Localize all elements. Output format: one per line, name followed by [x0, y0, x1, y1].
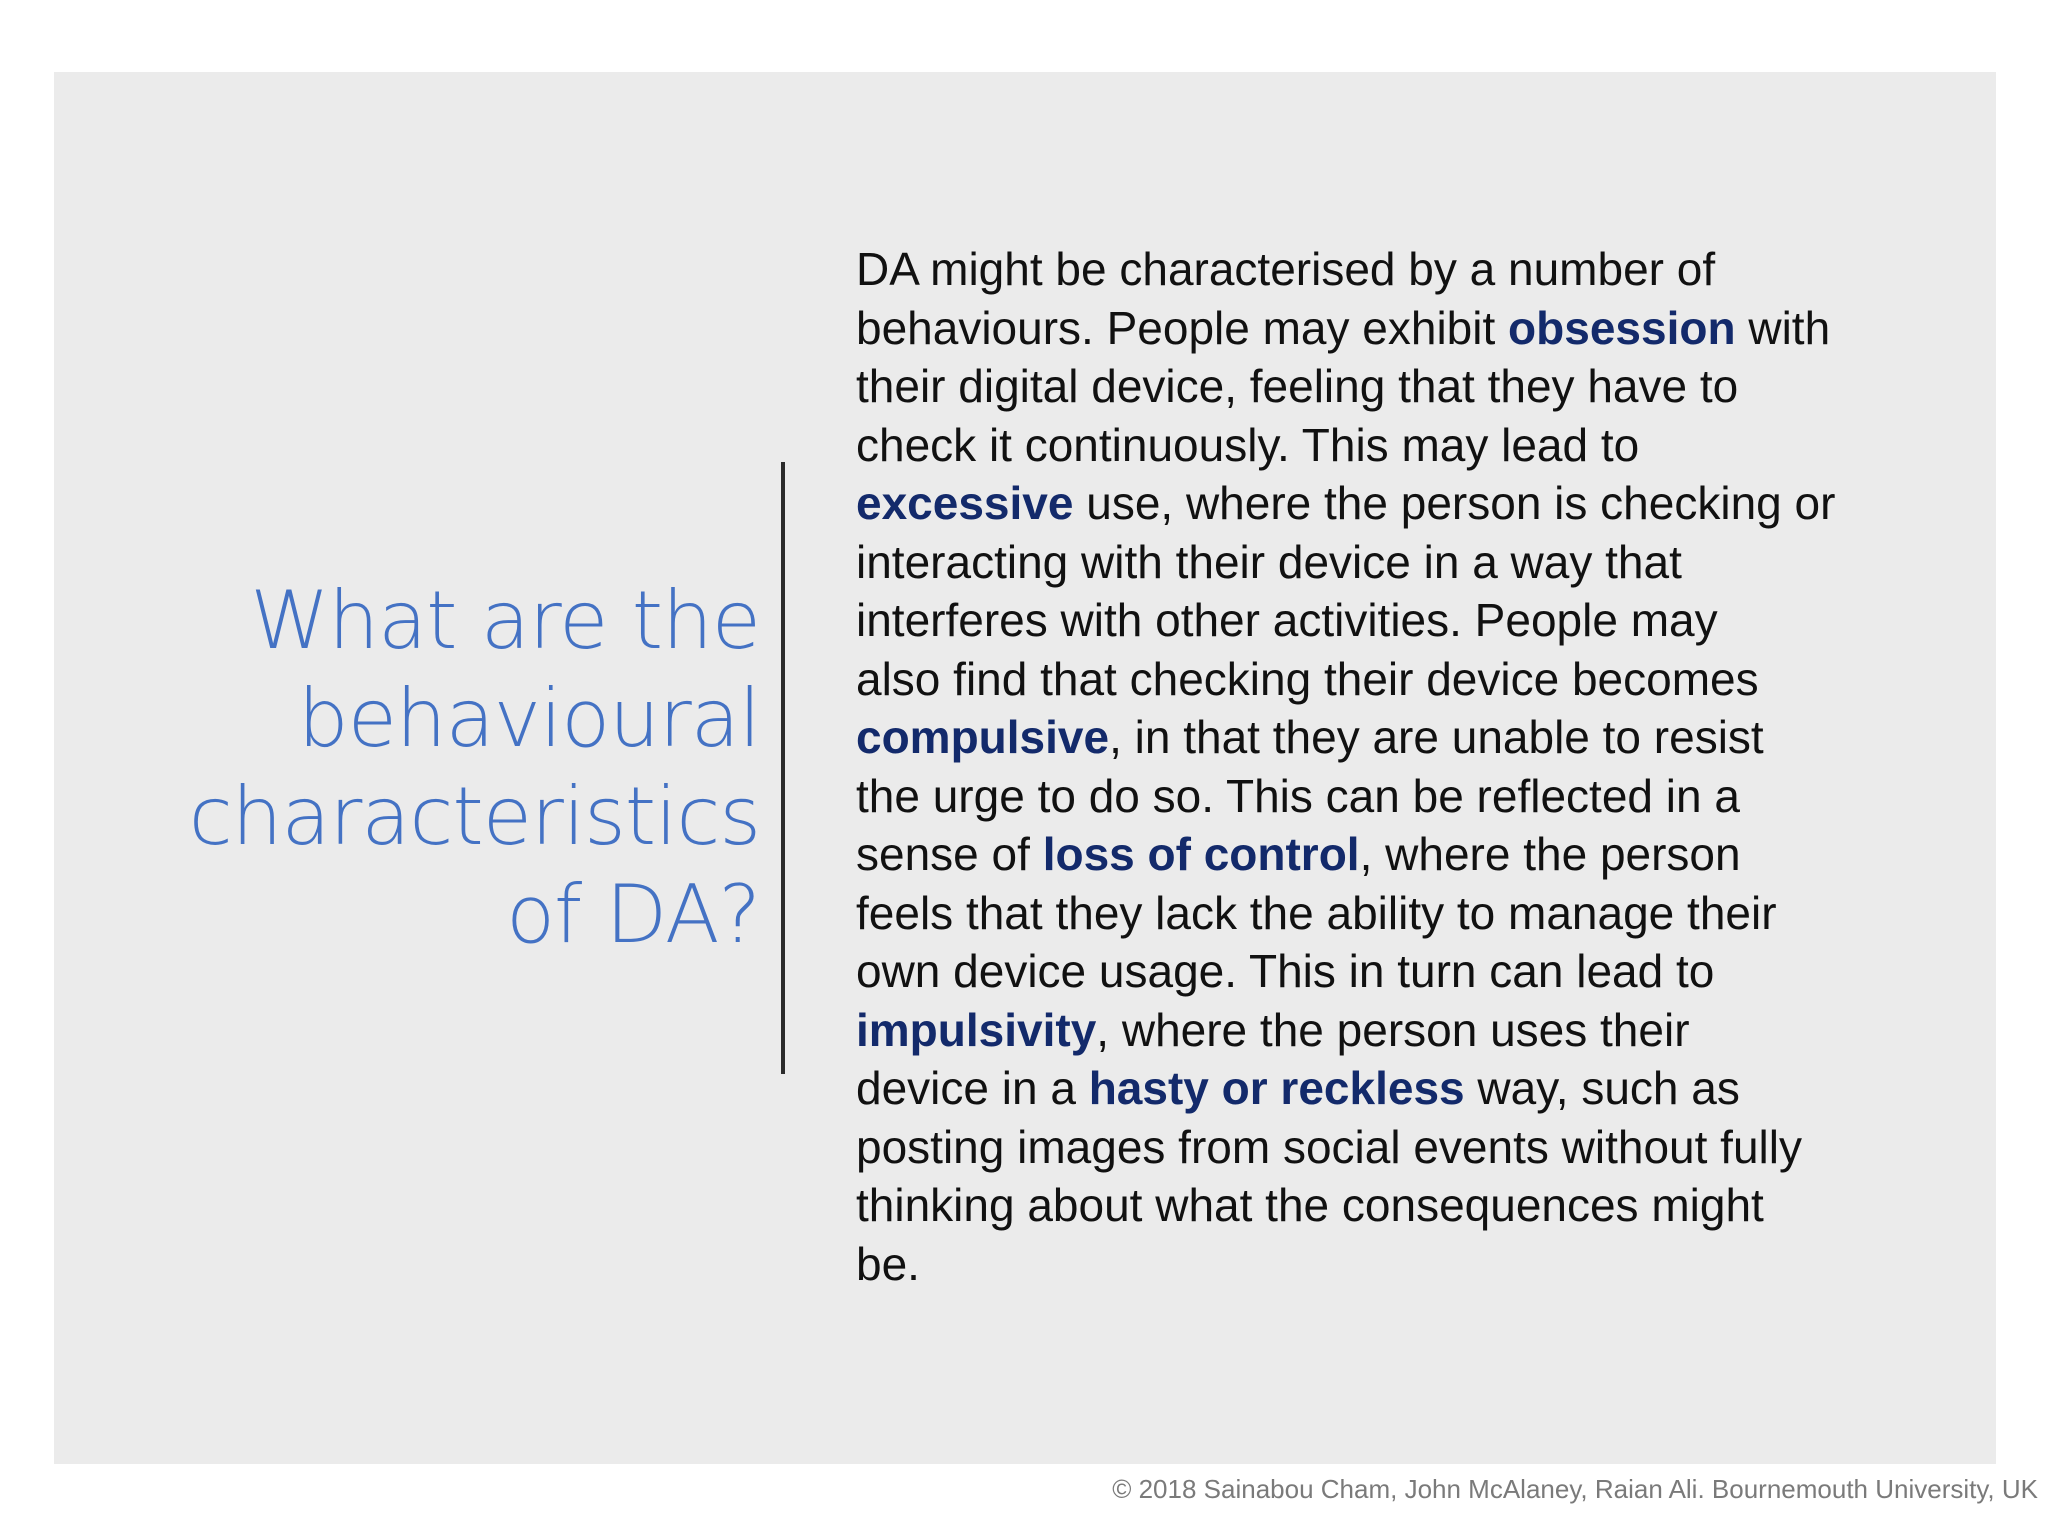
body-line: [856, 650, 1976, 709]
body-line: [856, 240, 1976, 299]
body-text-segment: their digital device, feeling that they have to: [856, 360, 1739, 412]
body-paragraph: [856, 240, 1976, 1293]
body-text-segment: own device usage. This in turn can lead to: [856, 945, 1715, 997]
body-line: [856, 1118, 1976, 1177]
body-text-segment: also find that checking their device becomes: [856, 652, 1759, 705]
keyword-obsession: obsession: [1508, 301, 1736, 354]
body-text-segment: posting images from social events without fully: [856, 1120, 1802, 1173]
body-text-segment: way, such as: [1464, 1062, 1740, 1114]
copyright-footer: © 2018 Sainabou Cham, John McAlaney, Raian Ali. Bournemouth University, UK: [1112, 1474, 2038, 1504]
body-line: [856, 357, 1976, 416]
body-line: [856, 942, 1976, 1001]
body-line: [856, 884, 1976, 943]
title-line: of DA?: [506, 868, 760, 961]
keyword-loss-of-control: loss of control: [1042, 828, 1360, 880]
body-text-segment: sense of: [856, 828, 1043, 880]
keyword-compulsive: compulsive: [856, 711, 1110, 763]
body-line: [856, 416, 1976, 475]
body-line: [856, 474, 1976, 533]
title-line: behavioural: [297, 672, 760, 765]
keyword-excessive: excessive: [856, 477, 1074, 529]
body-text-segment: check it continuously. This may lead to: [856, 418, 1640, 471]
body-line: [856, 1001, 1976, 1060]
body-text-segment: feels that they lack the ability to manage their: [856, 886, 1777, 939]
body-text-segment: thinking about what the consequences might: [856, 1179, 1764, 1231]
body-line: [856, 533, 1976, 592]
vertical-divider: [781, 462, 785, 1074]
body-line: [856, 708, 1976, 767]
body-line: [856, 299, 1976, 358]
keyword-hasty-or-reckless: hasty or reckless: [1088, 1062, 1465, 1114]
body-line: [856, 825, 1976, 884]
body-text-segment: use, where the person is checking or: [1073, 477, 1836, 529]
body-text-segment: interacting with their device in a way that: [856, 535, 1682, 588]
body-text-segment: , in that they are unable to resist: [1109, 711, 1764, 763]
title-line: characteristics: [188, 770, 760, 863]
body-text-segment: , where the person: [1359, 828, 1741, 880]
body-text-segment: interferes with other activities. People may: [856, 594, 1718, 646]
slide: [54, 72, 1996, 1464]
body-line: [856, 1059, 1976, 1118]
body-line: [856, 1176, 1976, 1235]
body-text-segment: DA might be characterised by a number of: [856, 243, 1716, 295]
body-text-segment: with: [1735, 301, 1831, 354]
body-line: [856, 1235, 1976, 1294]
body-text-segment: , where the person uses their: [1096, 1003, 1690, 1056]
keyword-impulsivity: impulsivity: [856, 1003, 1097, 1056]
body-line: [856, 591, 1976, 650]
body-text-segment: behaviours. People may exhibit: [856, 301, 1509, 354]
body-text-segment: device in a: [856, 1062, 1089, 1114]
body-text-segment: the urge to do so. This can be reflected in a: [856, 769, 1740, 822]
body-text-segment: be.: [856, 1237, 920, 1290]
title-line: What are the: [250, 574, 760, 667]
body-line: [856, 767, 1976, 826]
slide-title: [174, 572, 760, 964]
